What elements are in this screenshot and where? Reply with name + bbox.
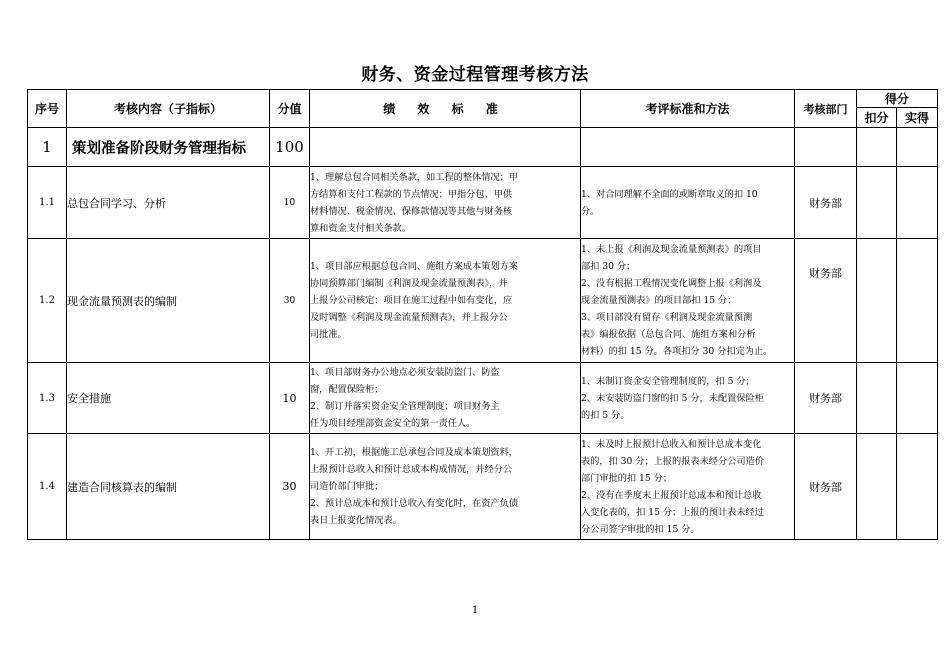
row-method	[581, 167, 795, 239]
standard-line: 表日上报变化情况表。	[310, 515, 402, 526]
row-standard	[310, 434, 581, 540]
row-standard	[310, 363, 581, 434]
row-number: 1.1	[28, 167, 67, 239]
row-method	[581, 239, 795, 363]
row-score: 10	[270, 167, 310, 239]
row-actual	[897, 239, 938, 363]
section-dept-cell	[795, 128, 857, 167]
section-method-cell	[581, 128, 795, 167]
method-line: 部扣 30 分；	[581, 261, 636, 272]
row-deduct	[857, 434, 897, 540]
section-deduct-cell	[857, 128, 897, 167]
method-line: 2、没有在季度末上报预计总成本和预计总收	[581, 489, 762, 501]
section-standard-cell	[310, 128, 581, 167]
row-item: 总包合同学习、分析	[67, 167, 270, 239]
method-line: 现金流量预测表》的项目部扣 15 分；	[581, 295, 737, 306]
standard-line: 2、预计总成本和预计总收入有变化时，在资产负债	[310, 498, 518, 509]
page-number: 1	[471, 605, 479, 616]
row-dept: 财务部	[795, 363, 857, 434]
standard-line: 窗，配置保险柜；	[310, 384, 384, 395]
header-score: 分值	[270, 90, 310, 128]
assessment-table	[27, 89, 938, 540]
header-grade: 得分	[857, 90, 938, 108]
table-row	[28, 363, 938, 434]
standard-line: 2、制订并落实资金安全管理制度；项目财务主	[310, 401, 500, 412]
row-deduct	[857, 239, 897, 363]
header-deduct: 扣分	[857, 108, 897, 128]
method-line: 1、未及时上报预计总收入和预计总成本变化	[581, 438, 762, 450]
method-line: 入变化表的，扣 15 分；上报的预计表未经过	[581, 506, 764, 518]
row-number: 1.2	[28, 239, 67, 363]
method-line: 表的，扣 30 分；上报的报表未经分公司造价	[581, 455, 764, 467]
standard-line: 1、理解总包合同相关条款，如工程的整体情况；甲	[310, 171, 518, 183]
row-number: 1.3	[28, 363, 67, 434]
standard-line: 及时调整《利润及现金流量预测表》，并上报分公	[310, 312, 508, 323]
header-standard: 绩 效 标 准	[310, 90, 581, 128]
row-dept: 财务部	[795, 239, 857, 363]
standard-line: 上报分公司核定；项目在施工过程中如有变化，应	[310, 295, 513, 306]
document-title: 财务、资金过程管理考核方法	[361, 65, 589, 85]
row-method	[581, 363, 795, 434]
row-score: 30	[270, 434, 310, 540]
row-number: 1.4	[28, 434, 67, 540]
table-row	[28, 434, 938, 540]
standard-line: 方结算和支付工程款的节点情况；甲指分包、甲供	[310, 188, 513, 200]
method-line: 1、未上报《利润及现金流量预测表》的项目	[581, 244, 762, 255]
standard-line: 任为项目经理部资金安全的第一责任人。	[310, 418, 476, 429]
header-seq: 序号	[28, 90, 67, 128]
header-content: 考核内容（子指标）	[67, 90, 270, 128]
method-line: 2、没有根据工程情况变化调整上报《利润及	[581, 278, 762, 289]
standard-line: 算和资金支付相关条款。	[310, 222, 412, 234]
method-line: 分公司签字审批的扣 15 分。	[581, 523, 700, 535]
row-method	[581, 434, 795, 540]
row-item: 建造合同核算表的编制	[67, 434, 270, 540]
row-score: 10	[270, 363, 310, 434]
row-actual	[897, 167, 938, 239]
section-score: 100	[270, 128, 310, 167]
row-actual	[897, 434, 938, 540]
header-method: 考评标准和方法	[581, 90, 795, 128]
method-line: 3、项目部没有留存《利润及现金流量预测	[581, 312, 753, 323]
standard-line: 材料情况、税金情况、保修款情况等其他与财务核	[310, 205, 513, 217]
method-line: 分。	[581, 205, 600, 217]
section-title: 策划准备阶段财务管理指标	[67, 128, 270, 167]
standard-line: 司批准。	[310, 329, 347, 340]
method-line: 2、未安装防盗门窗的扣 5 分，未配置保险柜	[581, 392, 764, 404]
method-line: 材料）的扣 15 分。各项扣分 30 分扣完为止。	[581, 346, 773, 357]
method-line: 表》编报依据（总包合同、施组方案和分析	[581, 329, 756, 340]
row-standard	[310, 239, 581, 363]
row-item: 安全措施	[67, 363, 270, 434]
section-number: 1	[28, 128, 67, 167]
row-actual	[897, 363, 938, 434]
standard-line: 司造价部门审批；	[310, 481, 384, 492]
row-item: 现金流量预测表的编制	[67, 239, 270, 363]
method-line: 部门审批的扣 15 分；	[581, 472, 673, 484]
method-line: 1、未制订资金安全管理制度的，扣 5 分；	[581, 375, 755, 387]
standard-line: 1、开工初，根据施工总承包合同及成本策划资料，	[310, 447, 518, 458]
method-line: 的扣 5 分。	[581, 409, 630, 421]
row-deduct	[857, 363, 897, 434]
standard-line: 1、项目部财务办公地点必须安装防盗门、防盗	[310, 367, 500, 378]
row-dept: 财务部	[795, 167, 857, 239]
table-row	[28, 167, 938, 239]
standard-line: 1、项目部应根据总包合同、施组方案成本策划方案	[310, 261, 518, 272]
row-deduct	[857, 167, 897, 239]
header-actual: 实得	[897, 108, 938, 128]
row-dept: 财务部	[795, 434, 857, 540]
table-row	[28, 239, 938, 363]
section-actual-cell	[897, 128, 938, 167]
standard-line: 协同预算部门编制《利润及现金流量预测表》，并	[310, 278, 508, 289]
header-row-top	[28, 90, 938, 108]
row-standard	[310, 167, 581, 239]
standard-line: 上报预计总收入和预计总成本构成情况，并经分公	[310, 464, 513, 475]
method-line: 1、对合同理解不全面的或断章取义的扣 10	[581, 188, 758, 200]
row-score: 30	[270, 239, 310, 363]
section-row	[28, 128, 938, 167]
header-dept: 考核部门	[795, 90, 857, 128]
